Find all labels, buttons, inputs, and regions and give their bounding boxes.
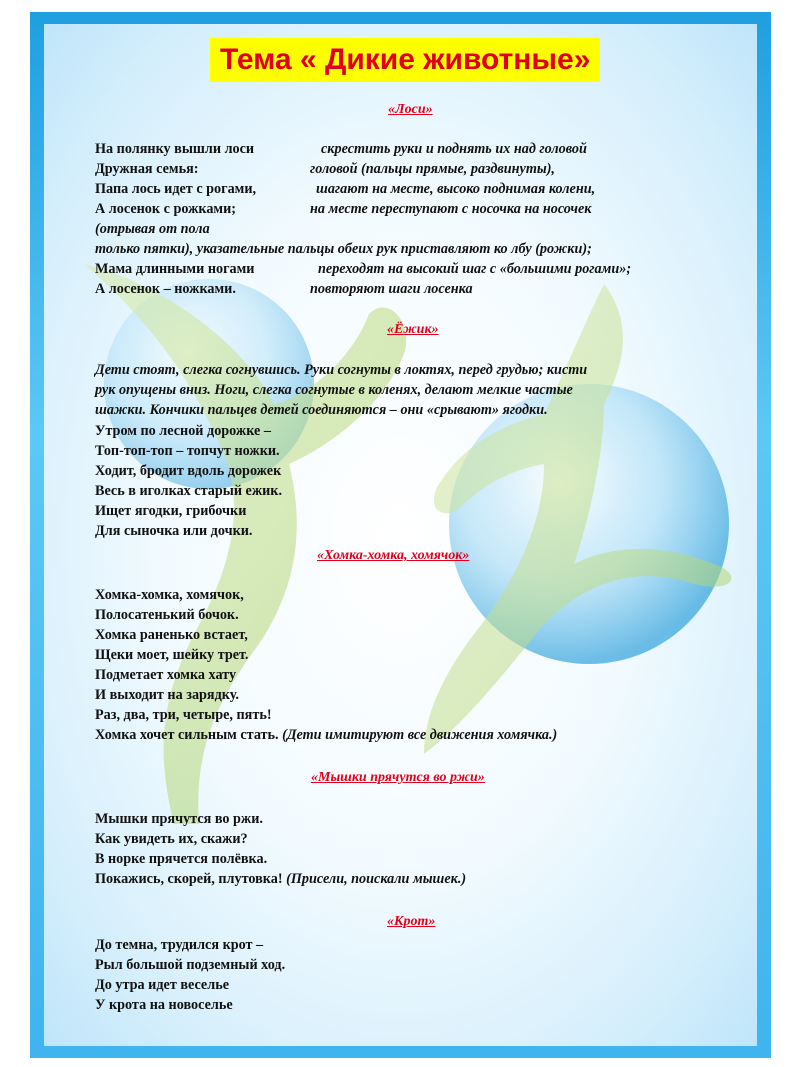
- text-line: Покажись, скорей, плутовка! (Присели, поискали мышек.): [95, 871, 467, 887]
- text-line: Утром по лесной дорожке –: [95, 423, 271, 439]
- text-line: (отрывая от пола: [95, 221, 210, 237]
- text-line: Ходит, бродит вдоль дорожек: [95, 463, 282, 479]
- text-line: Раз, два, три, четыре, пять!: [95, 707, 272, 723]
- section-title-ezhik: «Ёжик»: [387, 322, 439, 337]
- text-line: только пятки), указательные пальцы обеих рук приставляют ко лбу (рожки);: [95, 241, 592, 257]
- text-line: Щеки моет, шейку трет.: [95, 647, 249, 663]
- text-line: До утра идет веселье: [95, 977, 229, 993]
- text-line: Мышки прячутся во ржи.: [95, 811, 263, 827]
- text-line: На полянку вышли лоси скрестить руки и поднять их над головой: [95, 141, 587, 157]
- text-line: Ищет ягодки, грибочки: [95, 503, 247, 519]
- text-line: Мама длинными ногами переходят на высокий шаг с «большими рогами»;: [95, 261, 632, 277]
- text-line: А лосенок с рожками; на месте переступают с носочка на носочек: [95, 201, 592, 217]
- text-line: У крота на новоселье: [95, 997, 233, 1013]
- page-title: Тема « Дикие животные»: [220, 43, 591, 76]
- section-title-losi: «Лоси»: [388, 102, 433, 117]
- text-line: Как увидеть их, скажи?: [95, 831, 248, 847]
- page: [44, 24, 757, 1046]
- text-line: До темна, трудился крот –: [95, 937, 264, 953]
- section-title-krot: «Крот»: [387, 914, 436, 929]
- text-line: Рыл большой подземный ход.: [95, 957, 286, 973]
- text-line: Дети стоят, слегка согнувшись. Руки согнуты в локтях, перед грудью; кисти: [95, 362, 588, 378]
- section-title-homka: «Хомка-хомка, хомячок»: [317, 548, 470, 563]
- text-line: рук опущены вниз. Ноги, слегка согнутые в коленях, делают мелкие частые: [95, 382, 573, 398]
- text-line: Хомка-хомка, хомячок,: [95, 587, 244, 603]
- section-title-myshki: «Мышки прячутся во ржи»: [311, 770, 485, 785]
- text-line: Хомка хочет сильным стать. (Дети имитируют все движения хомячка.): [95, 727, 558, 743]
- text-line: Папа лось идет с рогами, шагают на месте, высоко поднимая колени,: [95, 181, 596, 197]
- text-line: А лосенок – ножками. повторяют шаги лосенка: [95, 281, 473, 297]
- title-box: [210, 38, 600, 82]
- text-line: В норке прячется полёвка.: [95, 851, 268, 867]
- text-line: Полосатенький бочок.: [95, 607, 239, 623]
- text-line: Весь в иголках старый ежик.: [95, 483, 283, 499]
- text-line: Топ-топ-топ – топчут ножки.: [95, 443, 280, 459]
- text-line: Дружная семья: головой (пальцы прямые, раздвинуты),: [95, 161, 555, 177]
- text-line: Подметает хомка хату: [95, 667, 237, 683]
- text-line: Хомка раненько встает,: [95, 627, 248, 643]
- text-line: шажки. Кончики пальцев детей соединяются – они «срывают» ягодки.: [95, 402, 548, 418]
- text-line: И выходит на зарядку.: [95, 687, 239, 703]
- text-line: Для сыночка или дочки.: [95, 523, 253, 539]
